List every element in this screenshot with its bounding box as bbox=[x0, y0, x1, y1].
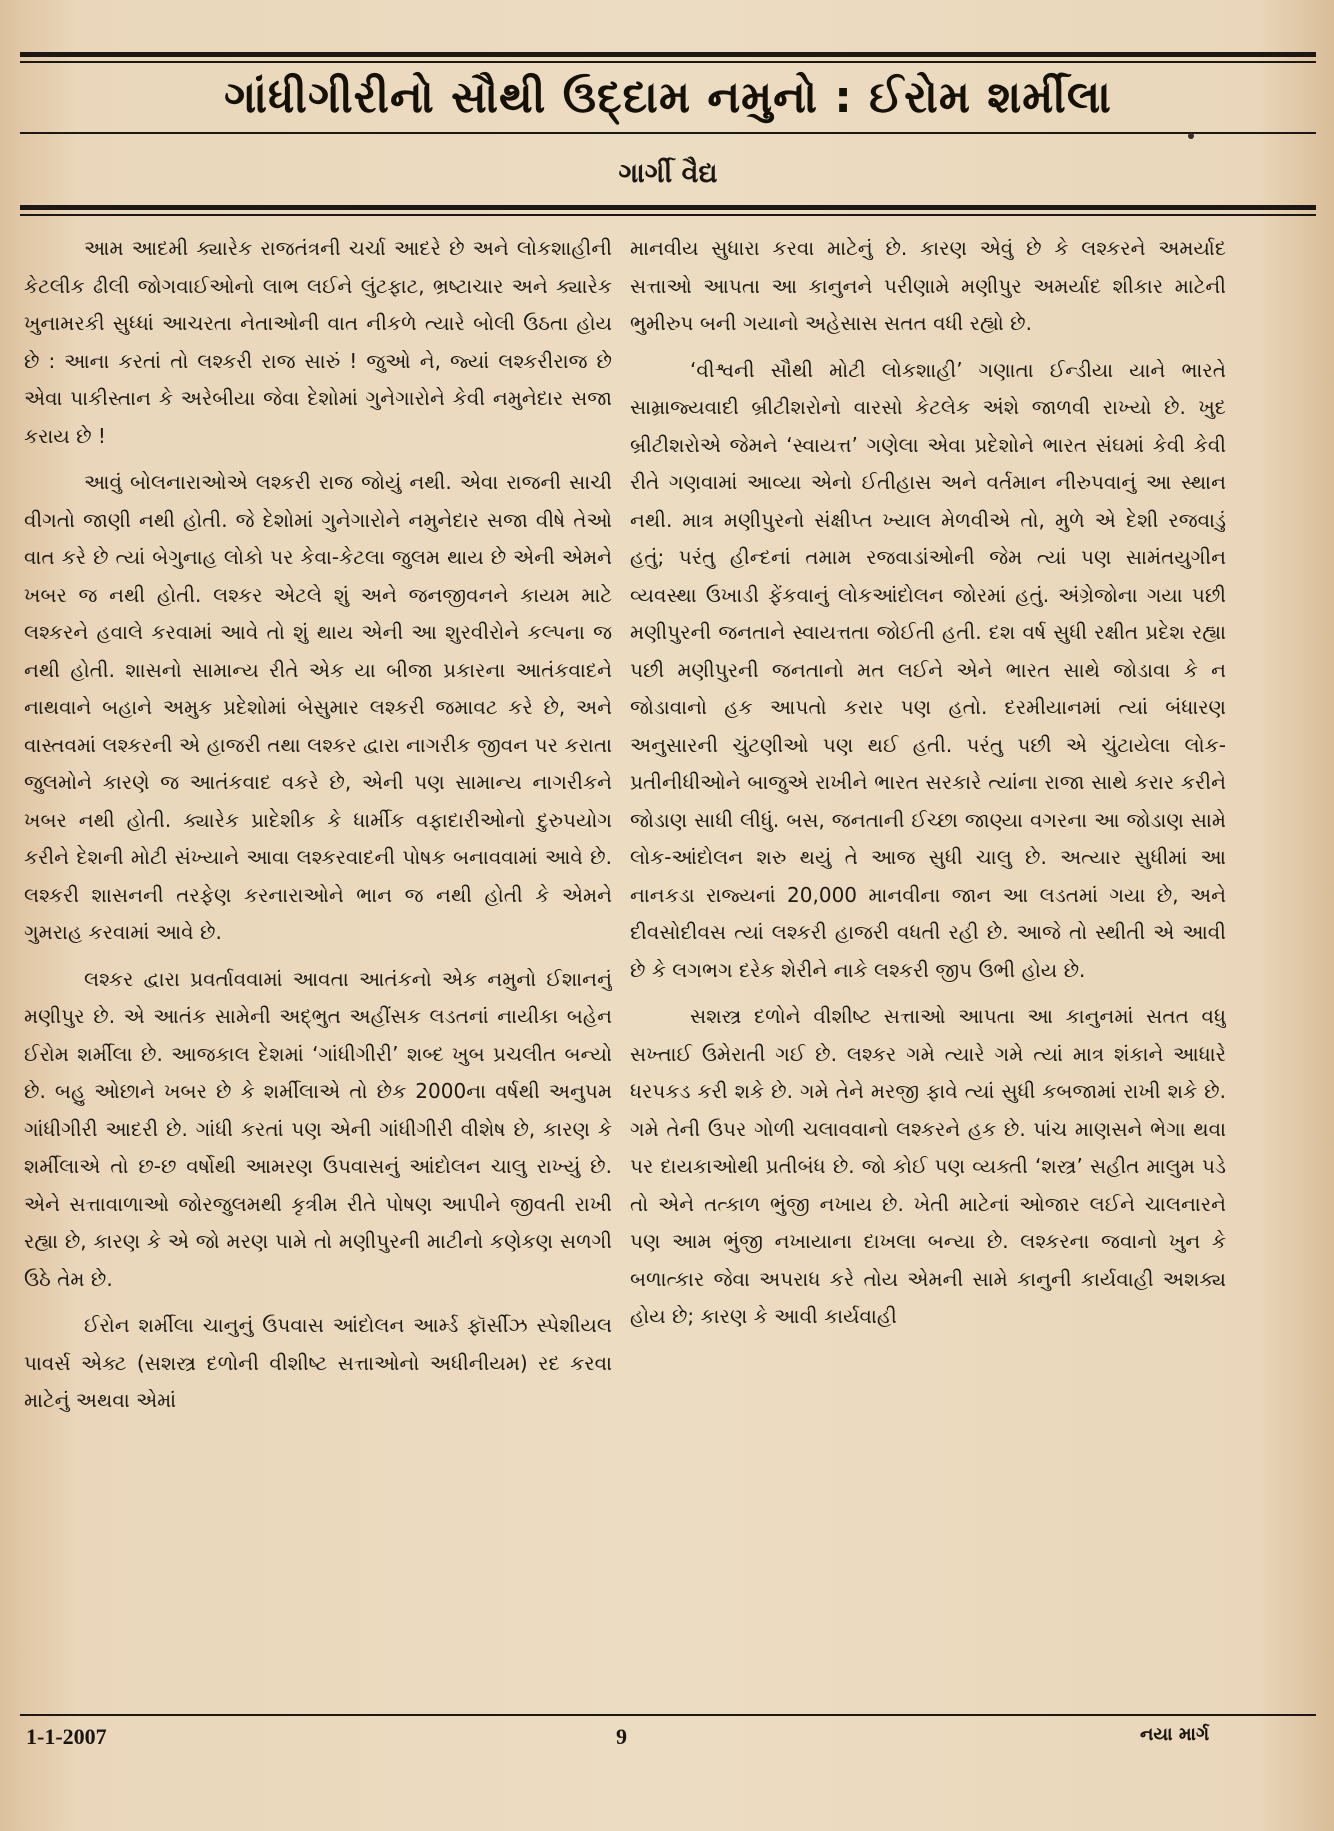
header-bottom-rule-thin bbox=[20, 214, 1316, 216]
article-title: ગાંધીગીરીનો સૌથી ઉદ્દામ નમુનો : ઈરોમ શર્મીલા bbox=[224, 72, 1112, 123]
article-author: ગાર્ગી વૈદ્ય bbox=[618, 158, 718, 189]
paragraph: માનવીય સુધારા કરવા માટેનું છે. કારણ એવું છે કે લશ્કરને અમર્યાદ સત્તાઓ આપતા આ કાનુનને પરીણામે મણીપુર અમર્યાદ શીકાર માટેની ભુમીરુપ બની ગયાનો અહેસાસ સતત વધી રહ્યો છે. bbox=[630, 236, 1226, 335]
title-rule bbox=[20, 132, 1316, 134]
top-rule bbox=[20, 52, 1316, 57]
paragraph: લશ્કર દ્વારા પ્રવર્તાવવામાં આવતા આતંકનો એક નમુનો ઈશાનનું મણીપુર છે. એ આતંક સામેની અદ્ભુત અહીંસક લડતનાં નાયીકા બહેન ઈરોમ શર્મીલા છે. આજકાલ દેશમાં ‘ગાંધીગીરી’ શબ્દ ખુબ પ્રચલીત બન્યો છે. બહુ ઓછાને ખબર છે કે શર્મીલાએ તો છેક 2000ના વર્ષથી અનુપમ ગાંધીગીરી આદરી છે. ગાંધી કરતાં પણ એની ગાંધીગીરી વીશેષ છે, કારણ કે શર્મીલાએ તો છ-છ વર્ષોથી આમરણ ઉપવાસનું આંદોલન ચાલુ રાખ્યું છે. એને સત્તાવાળાઓ જોરજુલમથી કૃત્રીમ રીતે પોષણ આપીને જીવતી રાખી રહ્યા છે, કારણ કે એ જો મરણ પામે તો મણીપુરની માટીનો કણેકણ સળગી ઉઠે તેમ છે. bbox=[24, 966, 612, 1291]
paragraph: આમ આદમી ક્યારેક રાજતંત્રની ચર્ચા આદરે છે અને લોકશાહીની કેટલીક ઢીલી જોગવાઈઓનો લાભ લઈને લુંટફાટ, ભ્રષ્ટાચાર અને ક્યારેક ખુનામરકી સુધ્ધાં આચરતા નેતાઓની વાત નીકળે ત્યારે બોલી ઉઠતા હોય છે : આના કરતાં તો લશ્કરી રાજ સારું ! જુઓ ને, જ્યાં લશ્કરીરાજ છે એવા પાકીસ્તાન કે અરેબીયા જેવા દેશોમાં ગુનેગારોને કેવી નમુનેદાર સજા કરાય છે ! bbox=[24, 236, 612, 448]
paragraph: આવું બોલનારાઓએ લશ્કરી રાજ જોયું નથી. એવા રાજની સાચી વીગતો જાણી નથી હોતી. જે દેશોમાં ગુનેગારોને નમુનેદાર સજા વીષે તેઓ વાત કરે છે ત્યાં બેગુનાહ લોકો પર કેવા-કેટલા જુલમ થાય છે એની એમને ખબર જ નથી હોતી. લશ્કર એટલે શું અને જનજીવનને કાયમ માટે લશ્કરને હવાલે કરવામાં આવે તો શું થાય એની આ શુરવીરોને કલ્પના જ નથી હોતી. શાસનો સામાન્ય રીતે એક યા બીજા પ્રકારના આતંકવાદને નાથવાને બહાને અમુક પ્રદેશોમાં બેસુમાર લશ્કરી જમાવટ કરે છે, અને વાસ્તવમાં લશ્કરની એ હાજરી તથા લશ્કર દ્વારા નાગરીક જીવન પર કરાતા જુલમોને કારણે જ આતંકવાદ વકરે છે, એની પણ સામાન્ય નાગરીકને ખબર નથી હોતી. ક્યારેક પ્રાદેશીક કે ધાર્મીક વફાદારીઓનો દુરુપયોગ કરીને દેશની મોટી સંખ્યાને આવા લશ્કરવાદની પોષક બનાવવામાં આવે છે. લશ્કરી શાસનની તરફેણ કરનારાઓને ભાન જ નથી હોતી કે એમને ગુમરાહ કરવામાં આવે છે. bbox=[24, 470, 612, 944]
paragraph: સશસ્ત્ર દળોને વીશીષ્ટ સત્તાઓ આપતા આ કાનુનમાં સતત વધુ સખ્તાઈ ઉમેરાતી ગઈ છે. લશ્કર ગમે ત્યારે ગમે ત્યાં માત્ર શંકાને આધારે ધરપકડ કરી શકે છે. ગમે તેને મરજી ફાવે ત્યાં સુધી કબજામાં રાખી શકે છે. ગમે તેની ઉપર ગોળી ચલાવવાનો લશ્કરને હક છે. પાંચ માણસને ભેગા થવા પર દાયકાઓથી પ્રતીબંધ છે. જો કોઈ પણ વ્યક્તી ‘શસ્ત્ર’ સહીત માલુમ પડે તો એને તત્કાળ ભુંજી નખાય છે. ખેતી માટેનાં ઓજાર લઈને ચાલનારને પણ આમ ભુંજી નખાયાના દાખલા બન્યા છે. લશ્કરના જવાનો ખુન કે બળાત્કાર જેવા અપરાધ કરે તોય એમની સામે કાનુની કાર્યવાહી અશક્ય હોય છે; કારણ કે આવી કાર્યવાહી bbox=[630, 1004, 1226, 1328]
article-column-left bbox=[24, 230, 612, 1698]
paragraph: ઈરોન શર્મીલા ચાનુનું ઉપવાસ આંદોલન આર્મ્ડ ફૉર્સીઝ સ્પેશીયલ પાવર્સ એક્ટ (સશસ્ત્ર દળોની વીશીષ્ટ સત્તાઓનો અધીનીયમ) રદ કરવા માટેનું અથવા એમાં bbox=[24, 1313, 612, 1412]
header-bottom-rule bbox=[20, 205, 1316, 210]
footer-rule bbox=[20, 1714, 1316, 1716]
magazine-name: નયા માર્ગ bbox=[1140, 1724, 1210, 1745]
paragraph: ‘વીશ્વની સૌથી મોટી લોકશાહી’ ગણાતા ઈન્ડીયા યાને ભારતે સામ્રાજ્યવાદી બ્રીટીશરોનો વારસો કેટલેક અંશે જાળવી રાખ્યો છે. ખુદ બ્રીટીશરોએ જેમને ‘સ્વાયત્ત’ ગણેલા એવા પ્રદેશોને ભારત સંઘમાં કેવી કેવી રીતે ગણવામાં આવ્યા એનો ઈતીહાસ અને વર્તમાન નીરુપવાનું આ સ્થાન નથી. માત્ર મણીપુરનો સંક્ષીપ્ત ખ્યાલ મેળવીએ તો, મુળે એ દેશી રજવાડું હતું; પરંતુ હીન્દનાં તમામ રજવાડાંઓની જેમ ત્યાં પણ સામંતયુગીન વ્યવસ્થા ઉખાડી ફેંકવાનું લોકઆંદોલન જોરમાં હતું. અંગ્રેજોના ગયા પછી મણીપુરની જનતાને સ્વાયત્તતા જોઈતી હતી. દશ વર્ષ સુધી રક્ષીત પ્રદેશ રહ્યા પછી મણીપુરની જનતાનો મત લઈને એને ભારત સાથે જોડાવા કે ન જોડાવાનો હક આપતો કરાર પણ હતો. દરમીયાનમાં ત્યાં બંધારણ અનુસારની ચુંટણીઓ પણ થઈ હતી. પરંતુ પછી એ ચુંટાયેલા લોક-પ્રતીનીધીઓને બાજુએ રાખીને ભારત સરકારે ત્યાંના રાજા સાથે કરાર કરીને જોડાણ સાધી લીધું. બસ, જનતાની ઈચ્છા જાણ્યા વગરના આ જોડાણ સામે લોક-આંદોલન શરુ થયું તે આજ સુધી ચાલુ છે. અત્યાર સુધીમાં આ નાનકડા રાજ્યનાં 20,000 માનવીના જાન આ લડતમાં ગયા છે, અને દીવસોદીવસ ત્યાં લશ્કરી હાજરી વધતી રહી છે. આજે તો સ્થીતી એ આવી છે કે લગભગ દરેક શેરીને નાકે લશ્કરી જીપ ઉભી હોય છે. bbox=[630, 357, 1226, 982]
page-number: 9 bbox=[616, 1724, 627, 1749]
issue-date: 1-1-2007 bbox=[26, 1724, 107, 1749]
top-rule-thin bbox=[20, 61, 1316, 63]
article-column-right bbox=[630, 230, 1226, 1698]
ink-speck bbox=[1188, 133, 1194, 139]
